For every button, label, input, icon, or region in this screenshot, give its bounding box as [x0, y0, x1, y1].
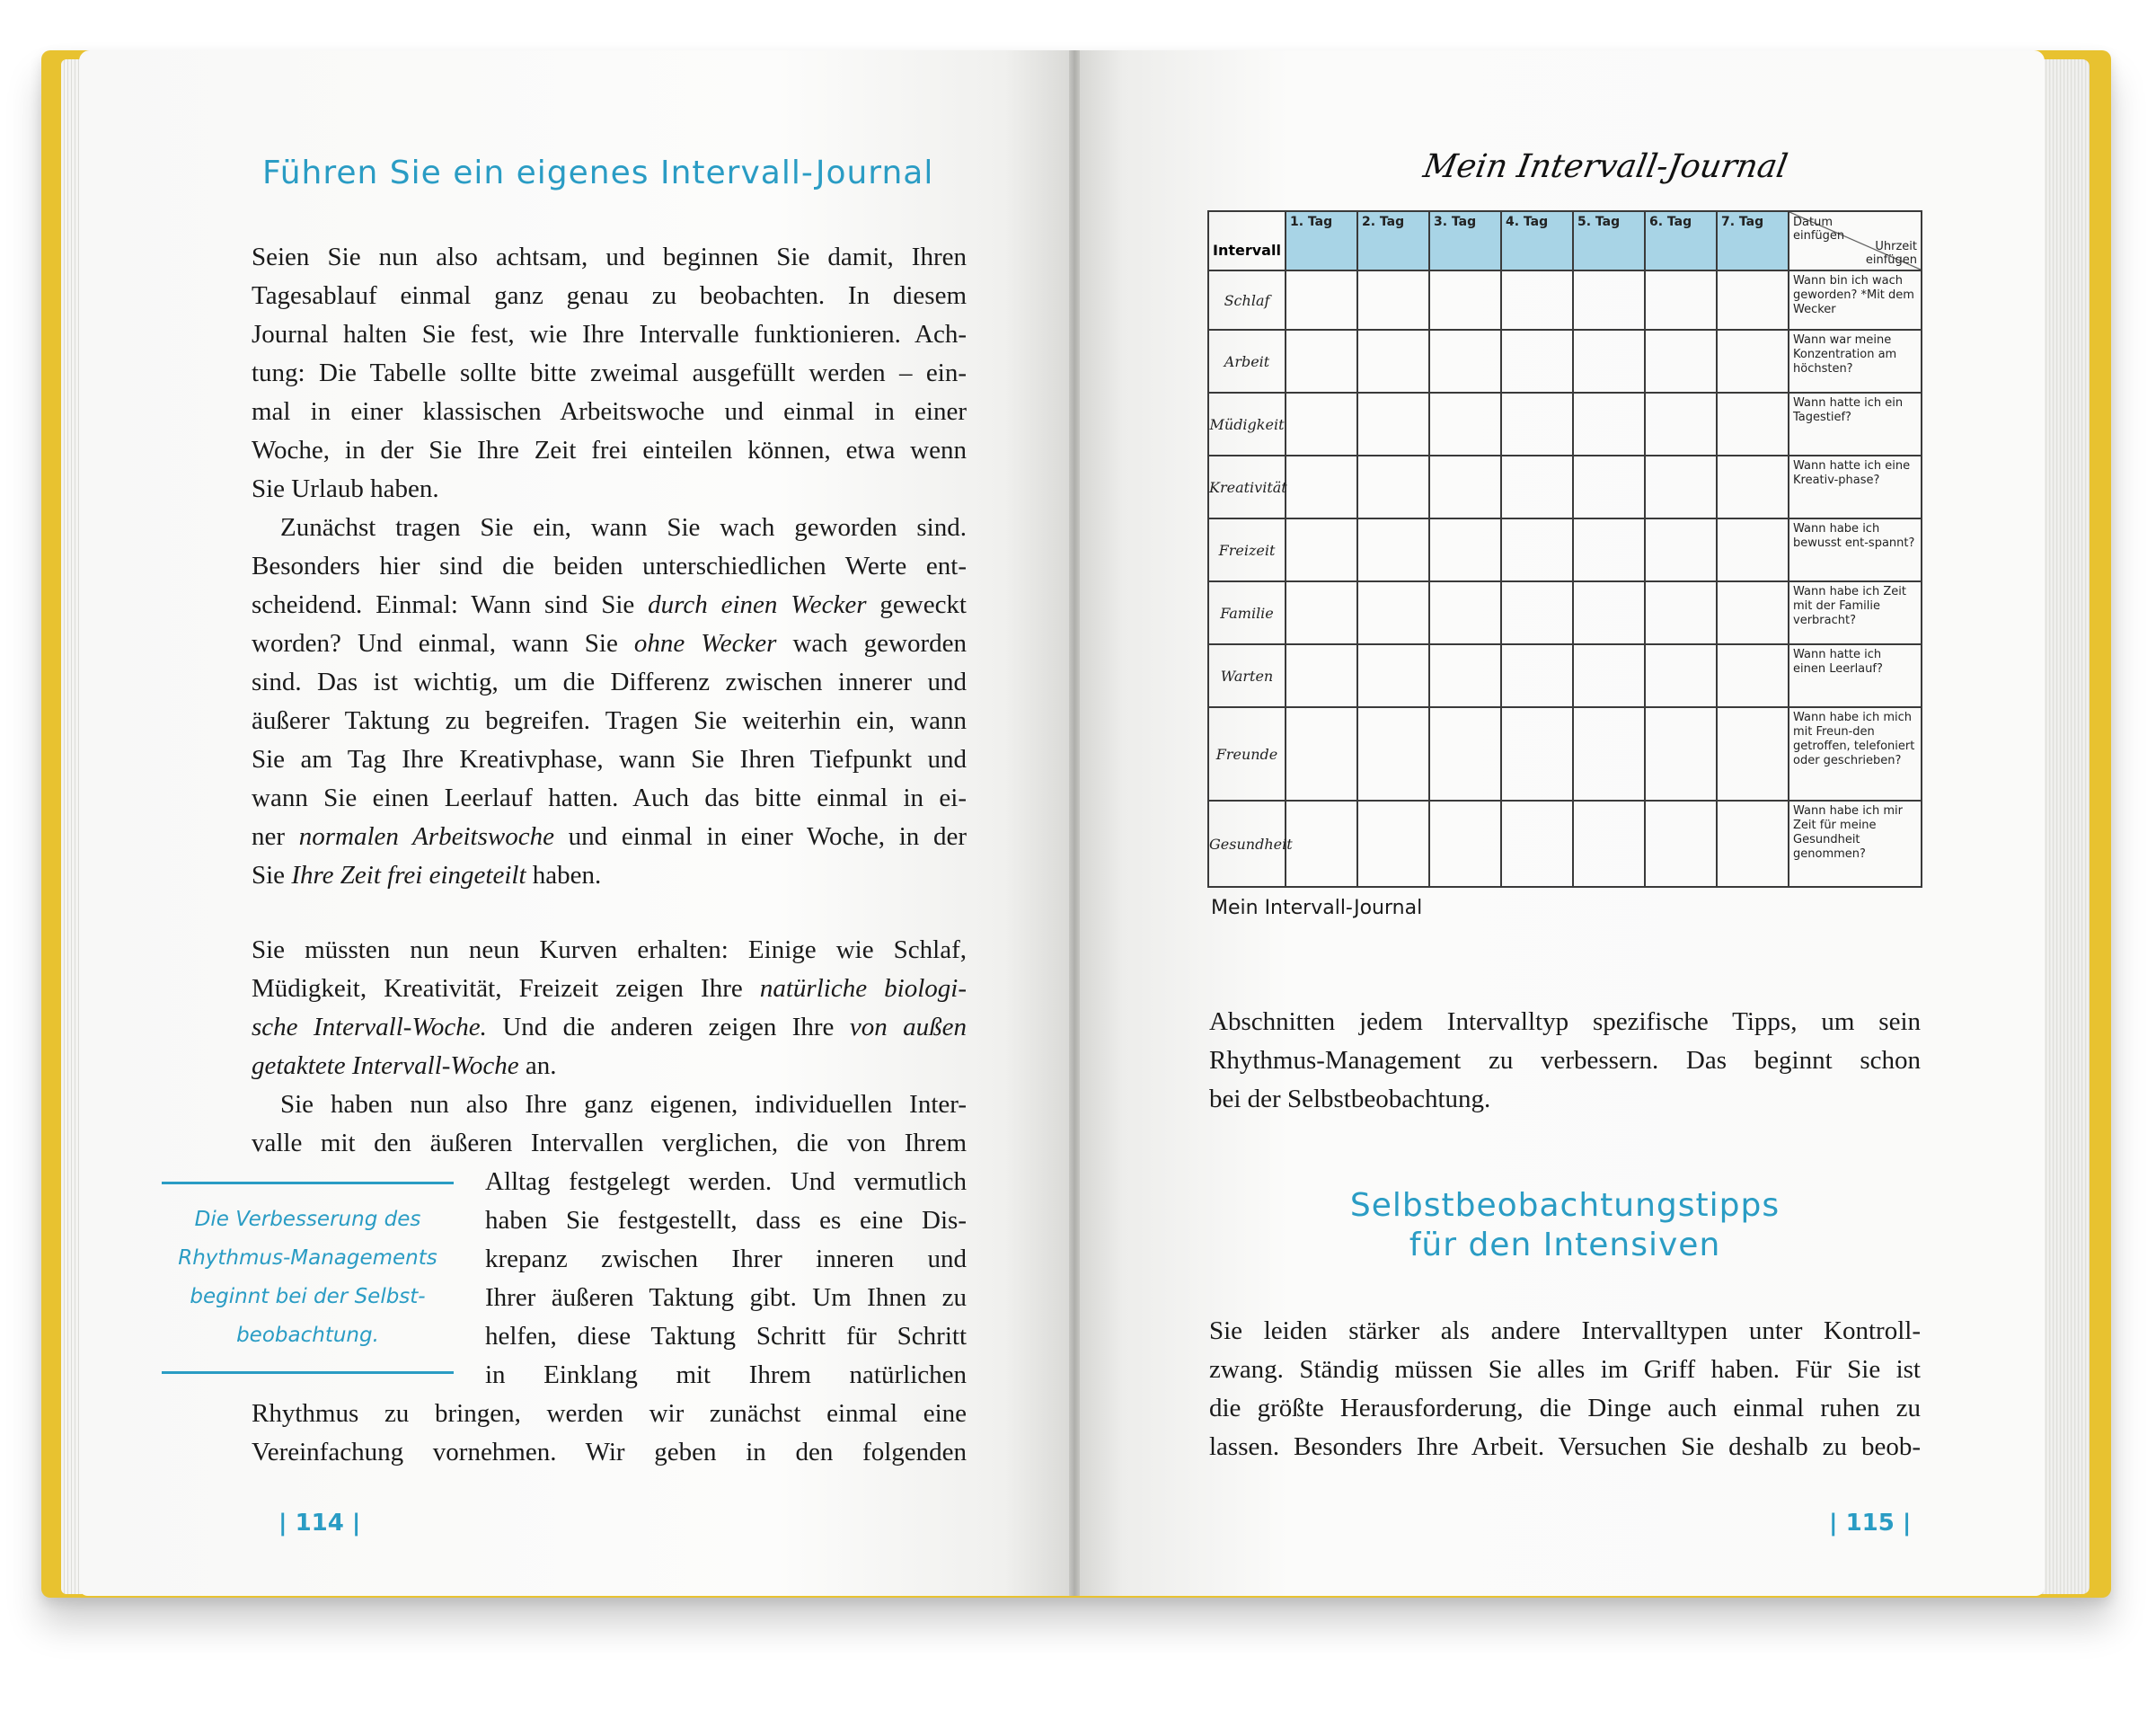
text-span: worden? Und einmal, wann Sie	[252, 629, 634, 658]
row-label: Warten	[1208, 644, 1286, 707]
journal-cell	[1501, 801, 1573, 887]
text-span: an.	[518, 1051, 557, 1080]
journal-cell	[1429, 270, 1501, 330]
row-question: Wann habe ich bewusst ent-spannt?	[1789, 518, 1922, 581]
journal-cell	[1645, 581, 1717, 644]
journal-row	[1208, 801, 1922, 887]
journal-cell	[1429, 644, 1501, 707]
text-span: Sie	[252, 861, 292, 890]
text-line: Rhythmus-Management zu verbessern. Das beginnt schon	[1209, 1046, 1921, 1075]
journal-cell	[1645, 270, 1717, 330]
emphasis: getaktete Intervall-Woche	[252, 1051, 519, 1080]
emphasis: ohne Wecker	[633, 629, 777, 658]
journal-cell	[1429, 581, 1501, 644]
text-line	[252, 1008, 967, 1047]
emphasis: von außen	[849, 1013, 967, 1041]
left-paragraph-4-wrapped	[485, 1163, 967, 1395]
journal-row	[1208, 393, 1922, 456]
date-label-line: einfügen	[1793, 229, 1845, 243]
text-line: Journal halten Sie fest, wie Ihre Intervalle funktionieren. Ach-	[252, 320, 967, 349]
text-line: Sie leiden stärker als andere Intervalltypen unter Kontroll-	[1209, 1316, 1921, 1345]
journal-cell	[1501, 393, 1573, 456]
journal-cell	[1645, 801, 1717, 887]
journal-row	[1208, 330, 1922, 393]
left-paragraph-4-top	[252, 1085, 967, 1163]
journal-cell	[1717, 707, 1789, 801]
journal-cell	[1357, 456, 1429, 518]
journal-header-row	[1208, 211, 1922, 270]
text-line: Sie müssten nun neun Kurven erhalten: Einige wie Schlaf,	[252, 935, 967, 964]
text-line: sind. Das ist wichtig, um die Differenz zwischen innerer und	[252, 668, 967, 696]
row-label: Freizeit	[1208, 518, 1286, 581]
book-gutter	[1069, 50, 1080, 1596]
journal-cell	[1286, 707, 1357, 801]
journal-cell	[1286, 330, 1357, 393]
date-label	[1793, 216, 1844, 243]
left-paragraph-3	[252, 931, 967, 1085]
time-label	[1866, 240, 1917, 267]
row-label: Freunde	[1208, 707, 1286, 801]
journal-cell	[1573, 270, 1645, 330]
journal-cell	[1429, 393, 1501, 456]
journal-cell	[1286, 801, 1357, 887]
journal-cell	[1357, 393, 1429, 456]
journal-cell	[1645, 518, 1717, 581]
right-paragraph-2	[1209, 1312, 1921, 1466]
row-question: Wann habe ich mich mit Freun-den getroffen, telefoniert oder geschrieben?	[1789, 707, 1922, 801]
journal-cell	[1286, 270, 1357, 330]
right-paragraph-1	[1209, 1003, 1921, 1119]
journal-cell	[1717, 393, 1789, 456]
text-line: wann Sie einen Leerlauf hatten. Auch das bitte einmal in ei-	[252, 784, 967, 812]
journal-cell	[1501, 581, 1573, 644]
text-span: Und die anderen zeigen Ihre	[486, 1013, 850, 1041]
text-span: Müdigkeit, Kreativität, Freizeit zeigen Ihre	[252, 974, 760, 1003]
header-date-time	[1789, 211, 1922, 270]
journal-cell	[1573, 581, 1645, 644]
journal-cell	[1429, 707, 1501, 801]
text-span: scheidend. Einmal: Wann sind Sie	[252, 590, 649, 619]
text-line	[252, 818, 967, 856]
row-label: Gesundheit	[1208, 801, 1286, 887]
text-line	[252, 970, 967, 1008]
text-line	[252, 625, 967, 663]
journal-cell	[1717, 330, 1789, 393]
page-number-value: 114	[295, 1510, 344, 1537]
text-line: bei der Selbstbeobachtung.	[1209, 1085, 1491, 1113]
text-line: Vereinfachung vornehmen. Wir geben in den folgenden	[252, 1438, 967, 1466]
journal-cell	[1645, 393, 1717, 456]
text-line: Besonders hier sind die beiden unterschiedlichen Werte ent-	[252, 552, 967, 580]
emphasis: natürliche biologi-	[759, 974, 968, 1003]
pull-quote	[162, 1182, 454, 1374]
emphasis: durch einen Wecker	[648, 590, 867, 619]
journal-cell	[1501, 644, 1573, 707]
journal-cell	[1501, 330, 1573, 393]
journal-cell	[1357, 707, 1429, 801]
journal-cell	[1573, 707, 1645, 801]
header-day-7: 7. Tag	[1717, 211, 1789, 270]
journal-cell	[1286, 581, 1357, 644]
text-line: Seien Sie nun also achtsam, und beginnen Sie damit, Ihren	[252, 243, 967, 271]
header-day-2: 2. Tag	[1357, 211, 1429, 270]
pull-quote-line: Die Verbesserung des	[194, 1208, 421, 1231]
journal-cell	[1429, 330, 1501, 393]
journal-cell	[1357, 581, 1429, 644]
journal-row	[1208, 270, 1922, 330]
journal-cell	[1645, 456, 1717, 518]
text-line: Sie am Tag Ihre Kreativphase, wann Sie Ihren Tiefpunkt und	[252, 745, 967, 774]
left-paragraph-1	[252, 238, 967, 509]
row-label: Arbeit	[1208, 330, 1286, 393]
text-line: Sie Urlaub haben.	[252, 474, 439, 503]
journal-cell	[1717, 518, 1789, 581]
row-label: Kreativität	[1208, 456, 1286, 518]
row-question: Wann hatte ich ein Tagestief?	[1789, 393, 1922, 456]
text-span: geweckt	[866, 590, 967, 619]
page-number-value: 115	[1845, 1510, 1895, 1537]
time-label-line: Uhrzeit	[1875, 240, 1917, 253]
journal-row	[1208, 518, 1922, 581]
row-question: Wann hatte ich eine Kreativ-phase?	[1789, 456, 1922, 518]
text-line: Rhythmus zu bringen, werden wir zunächst einmal eine	[252, 1399, 967, 1428]
row-question: Wann war meine Konzentration am höchsten?	[1789, 330, 1922, 393]
row-question: Wann bin ich wach geworden? *Mit dem Wecker	[1789, 270, 1922, 330]
header-day-5: 5. Tag	[1573, 211, 1645, 270]
journal-cell	[1645, 707, 1717, 801]
time-label-line: einfügen	[1865, 253, 1917, 267]
header-corner: Intervall	[1208, 211, 1286, 270]
text-line: zwang. Ständig müssen Sie alles im Griff haben. Für Sie ist	[1209, 1355, 1921, 1384]
journal-cell	[1717, 581, 1789, 644]
journal-row	[1208, 456, 1922, 518]
journal-cell	[1573, 801, 1645, 887]
text-line: äußerer Taktung zu begreifen. Tragen Sie weiterhin ein, wann	[252, 706, 967, 735]
journal-cell	[1717, 456, 1789, 518]
row-label: Müdigkeit	[1208, 393, 1286, 456]
journal-cell	[1645, 644, 1717, 707]
journal-cell	[1286, 644, 1357, 707]
journal-cell	[1717, 644, 1789, 707]
row-label: Familie	[1208, 581, 1286, 644]
journal-row	[1208, 581, 1922, 644]
text-span: und einmal in einer Woche, in der	[553, 822, 967, 851]
text-line: Abschnitten jedem Intervalltyp spezifische Tipps, um sein	[1209, 1007, 1921, 1036]
text-line	[252, 1047, 967, 1085]
page-number-left: | 114 |	[278, 1510, 361, 1537]
text-line: haben Sie festgestellt, dass es eine Dis-	[485, 1206, 967, 1235]
journal-cell	[1573, 518, 1645, 581]
page-number-right: | 115 |	[1829, 1510, 1912, 1537]
text-line: Tagesablauf einmal ganz genau zu beobachten. In diesem	[252, 281, 967, 310]
pull-quote-line: beobachtung.	[236, 1324, 379, 1347]
text-line: Sie haben nun also Ihre ganz eigenen, individuellen Inter-	[280, 1090, 967, 1119]
journal-cell	[1286, 456, 1357, 518]
row-label: Schlaf	[1208, 270, 1286, 330]
emphasis: sche Intervall-Woche.	[252, 1013, 487, 1041]
emphasis: Ihre Zeit frei eingeteilt	[291, 861, 526, 890]
header-day-3: 3. Tag	[1429, 211, 1501, 270]
date-label-line: Datum	[1793, 216, 1833, 229]
journal-cell	[1501, 518, 1573, 581]
journal-cell	[1645, 330, 1717, 393]
journal-cell	[1573, 644, 1645, 707]
text-line: lassen. Besonders Ihre Arbeit. Versuchen Sie deshalb zu beob-	[1209, 1432, 1921, 1461]
pull-quote-line: Rhythmus-Managements	[178, 1246, 437, 1270]
journal-cell	[1429, 518, 1501, 581]
journal-table	[1207, 210, 1922, 888]
text-line	[252, 586, 967, 625]
journal-cell	[1573, 330, 1645, 393]
journal-cell	[1286, 518, 1357, 581]
text-line: mal in einer klassischen Arbeitswoche und einmal in einer	[252, 397, 967, 426]
row-question: Wann habe ich mir Zeit für meine Gesundheit genommen?	[1789, 801, 1922, 887]
journal-title: Mein Intervall-Journal	[1420, 148, 1790, 185]
pull-quote-line: beginnt bei der Selbst-	[190, 1285, 426, 1308]
row-question: Wann hatte ich einen Leerlauf?	[1789, 644, 1922, 707]
emphasis: normalen Arbeitswoche	[298, 822, 554, 851]
journal-cell	[1286, 393, 1357, 456]
journal-body	[1208, 270, 1922, 887]
journal-cell	[1429, 801, 1501, 887]
journal-cell	[1357, 644, 1429, 707]
journal-cell	[1501, 270, 1573, 330]
journal-cell	[1717, 801, 1789, 887]
heading-line: für den Intensiven	[1409, 1227, 1721, 1263]
journal-cell	[1573, 456, 1645, 518]
text-line: in Einklang mit Ihrem natürlichen	[485, 1360, 967, 1389]
heading-line: Selbstbeobachtungstipps	[1349, 1187, 1780, 1224]
text-line	[252, 856, 967, 895]
text-line: Zunächst tragen Sie ein, wann Sie wach geworden sind.	[280, 513, 967, 542]
header-day-6: 6. Tag	[1645, 211, 1717, 270]
right-page-heading	[1209, 1186, 1921, 1265]
journal-cell	[1501, 456, 1573, 518]
header-day-1: 1. Tag	[1286, 211, 1357, 270]
text-line: die größte Herausforderung, die Dinge auch einmal ruhen zu	[1209, 1394, 1921, 1422]
journal-cell	[1357, 518, 1429, 581]
journal-cell	[1717, 270, 1789, 330]
text-span: haben.	[526, 861, 602, 890]
left-paragraph-4-bottom	[252, 1395, 967, 1472]
journal-cell	[1573, 393, 1645, 456]
left-page-heading: Führen Sie ein eigenes Intervall-Journal	[262, 155, 934, 191]
journal-cell	[1429, 456, 1501, 518]
journal-row	[1208, 707, 1922, 801]
left-paragraph-2	[252, 509, 967, 895]
text-span: ner	[252, 822, 299, 851]
text-line: krepanz zwischen Ihrer inneren und	[485, 1245, 967, 1273]
row-question: Wann habe ich Zeit mit der Familie verbracht?	[1789, 581, 1922, 644]
text-line: helfen, diese Taktung Schritt für Schritt	[485, 1322, 967, 1351]
text-span: wach geworden	[776, 629, 967, 658]
text-line: Alltag festgelegt werden. Und vermutlich	[485, 1167, 967, 1196]
journal-row	[1208, 644, 1922, 707]
header-day-4: 4. Tag	[1501, 211, 1573, 270]
journal-cell	[1357, 330, 1429, 393]
table-caption: Mein Intervall-Journal	[1211, 897, 1423, 919]
text-line: tung: Die Tabelle sollte bitte zweimal ausgefüllt werden – ein-	[252, 359, 967, 387]
journal-cell	[1501, 707, 1573, 801]
text-line: Ihrer äußeren Taktung gibt. Um Ihnen zu	[485, 1283, 967, 1312]
journal-cell	[1357, 270, 1429, 330]
text-line: valle mit den äußeren Intervallen verglichen, die von Ihrem	[252, 1129, 967, 1157]
journal-cell	[1357, 801, 1429, 887]
text-line: Woche, in der Sie Ihre Zeit frei einteilen können, etwa wenn	[252, 436, 967, 465]
